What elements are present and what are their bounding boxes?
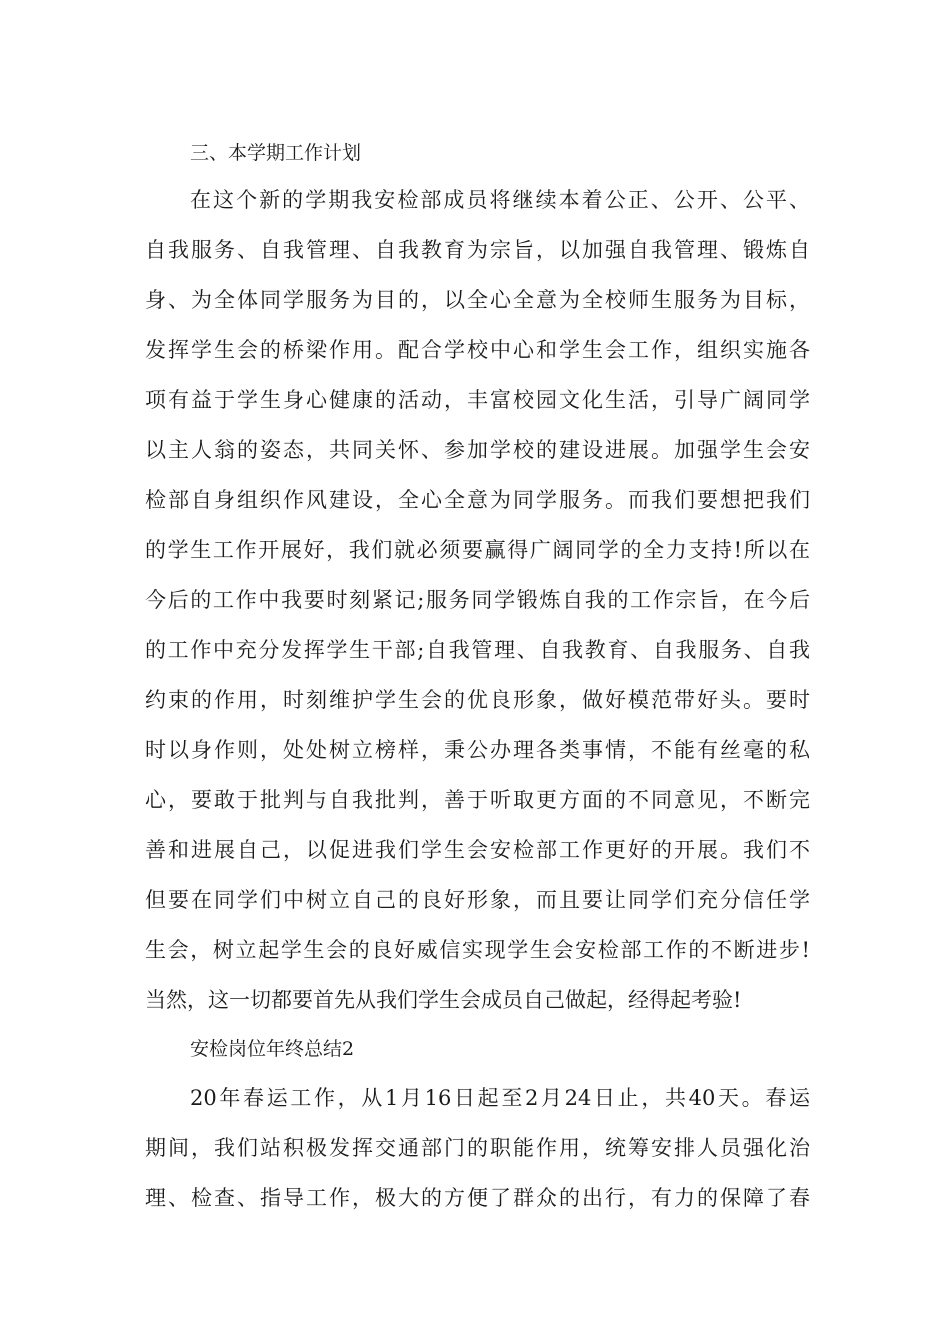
- paragraph-line: 当然，这一切都要首先从我们学生会成员自己做起，经得起考验!: [145, 988, 742, 1012]
- paragraph-line: 理、检查、指导工作，极大的方便了群众的出行，有力的保障了春: [145, 1186, 810, 1210]
- paragraph-line: 约束的作用，时刻维护学生会的优良形象，做好模范带好头。要时: [145, 688, 810, 712]
- paragraph-line: 善和进展自己，以促进我们学生会安检部工作更好的开展。我们不: [145, 838, 810, 862]
- paragraph-line: 今后的工作中我要时刻紧记;服务同学锻炼自我的工作宗旨，在今后: [145, 588, 810, 612]
- paragraph-line: 发挥学生会的桥梁作用。配合学校中心和学生会工作，组织实施各: [145, 338, 810, 362]
- paragraph-line: 心，要敢于批判与自我批判，善于听取更方面的不同意见，不断完: [145, 788, 810, 812]
- paragraph-line: 项有益于学生身心健康的活动，丰富校园文化生活，引导广阔同学: [145, 388, 810, 412]
- paragraph-line: 期间，我们站积极发挥交通部门的职能作用，统筹安排人员强化治: [145, 1136, 810, 1160]
- paragraph-line: 以主人翁的姿态，共同关怀、参加学校的建设进展。加强学生会安: [145, 438, 810, 462]
- paragraph-line: 但要在同学们中树立自己的良好形象，而且要让同学们充分信任学: [145, 888, 810, 912]
- paragraph-line: 时以身作则，处处树立榜样，秉公办理各类事情，不能有丝毫的私: [145, 738, 810, 762]
- paragraph-line: 检部自身组织作风建设，全心全意为同学服务。而我们要想把我们: [145, 488, 810, 512]
- paragraph-line: 生会，树立起学生会的良好威信实现学生会安检部工作的不断进步!: [145, 938, 810, 962]
- paragraph-line: 的工作中充分发挥学生干部;自我管理、自我教育、自我服务、自我: [145, 638, 810, 662]
- section-heading-work-plan: 三、本学期工作计划: [190, 142, 362, 164]
- paragraph-line: 自我服务、自我管理、自我教育为宗旨，以加强自我管理、锻炼自: [145, 238, 810, 262]
- paragraph-line: 20年春运工作，从1月16日起至2月24日止，共40天。春运: [190, 1086, 810, 1110]
- section-heading-summary: 安检岗位年终总结2: [190, 1038, 355, 1060]
- paragraph-line: 身、为全体同学服务为目的，以全心全意为全校师生服务为目标，: [145, 288, 810, 312]
- paragraph-line: 在这个新的学期我安检部成员将继续本着公正、公开、公平、: [190, 188, 810, 212]
- paragraph-line: 的学生工作开展好，我们就必须要赢得广阔同学的全力支持!所以在: [145, 538, 810, 562]
